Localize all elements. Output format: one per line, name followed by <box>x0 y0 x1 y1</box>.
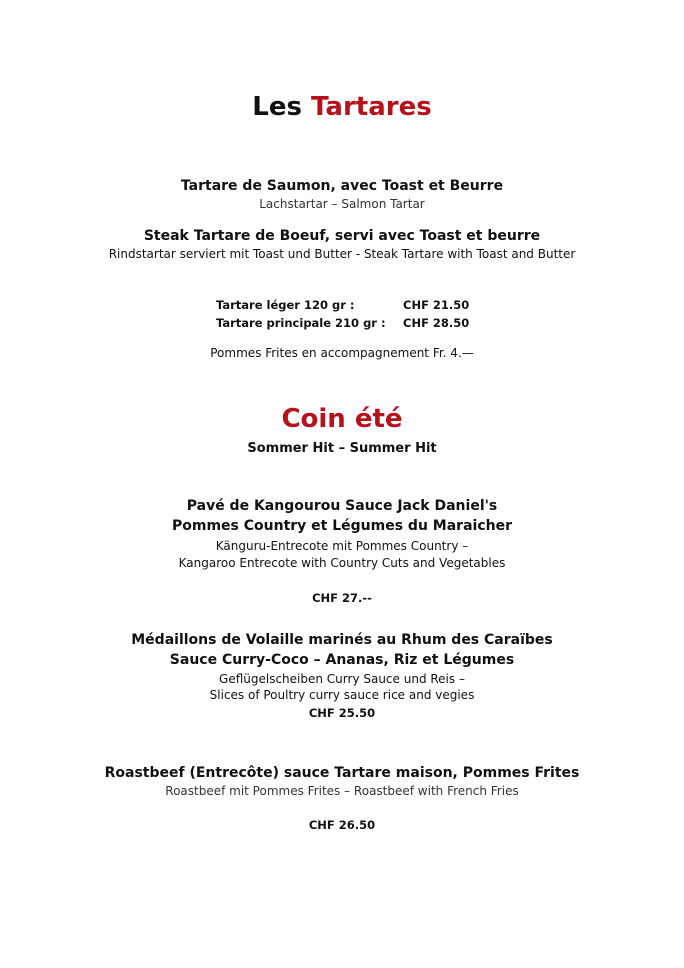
tartare-main-price: CHF 28.50 <box>403 316 470 330</box>
tartare-light-price: CHF 21.50 <box>403 298 470 312</box>
poultry-name-line2: Sauce Curry-Coco – Ananas, Riz et Légumes <box>169 652 515 668</box>
side-note: Pommes Frites en accompagnement Fr. 4.— <box>210 346 474 360</box>
tartares-title-accent: Tartares <box>311 92 432 122</box>
coin-ete-title: Coin été <box>281 404 403 434</box>
poultry-price: CHF 25.50 <box>308 706 376 720</box>
kangaroo-name-line2: Pommes Country et Légumes du Maraicher <box>172 518 512 534</box>
salmon-tartare-name: Tartare de Saumon, avec Toast et Beurre <box>180 178 504 194</box>
kangaroo-name-line1: Pavé de Kangourou Sauce Jack Daniel's <box>186 498 498 514</box>
roastbeef-name: Roastbeef (Entrecôte) sauce Tartare maison, Pommes Frites <box>104 765 580 781</box>
roastbeef-price: CHF 26.50 <box>308 818 376 832</box>
poultry-desc-line1: Geflügelscheiben Curry Sauce und Reis – <box>219 672 465 686</box>
salmon-tartare-translation: Lachstartar – Salmon Tartar <box>259 197 425 211</box>
kangaroo-price: CHF 27.-- <box>312 591 372 605</box>
kangaroo-desc-line1: Känguru-Entrecote mit Pommes Country – <box>215 539 469 553</box>
poultry-desc-line2: Slices of Poultry curry sauce rice and vegies <box>209 688 475 702</box>
tartare-light-label: Tartare léger 120 gr : <box>216 298 355 312</box>
tartare-main-label: Tartare principale 210 gr : <box>216 316 386 330</box>
poultry-name-line1: Médaillons de Volaille marinés au Rhum des Caraïbes <box>131 632 553 648</box>
roastbeef-desc: Roastbeef mit Pommes Frites – Roastbeef with French Fries <box>165 784 519 798</box>
steak-tartare-translation: Rindstartar serviert mit Toast und Butter - Steak Tartare with Toast and Butter <box>108 247 576 261</box>
kangaroo-desc-line2: Kangaroo Entrecote with Country Cuts and Vegetables <box>178 556 506 570</box>
tartares-title-prefix: Les <box>252 92 302 122</box>
steak-tartare-name: Steak Tartare de Boeuf, servi avec Toast et beurre <box>143 228 541 244</box>
coin-ete-subtitle: Sommer Hit – Summer Hit <box>247 441 437 456</box>
tartares-title <box>0 92 684 122</box>
